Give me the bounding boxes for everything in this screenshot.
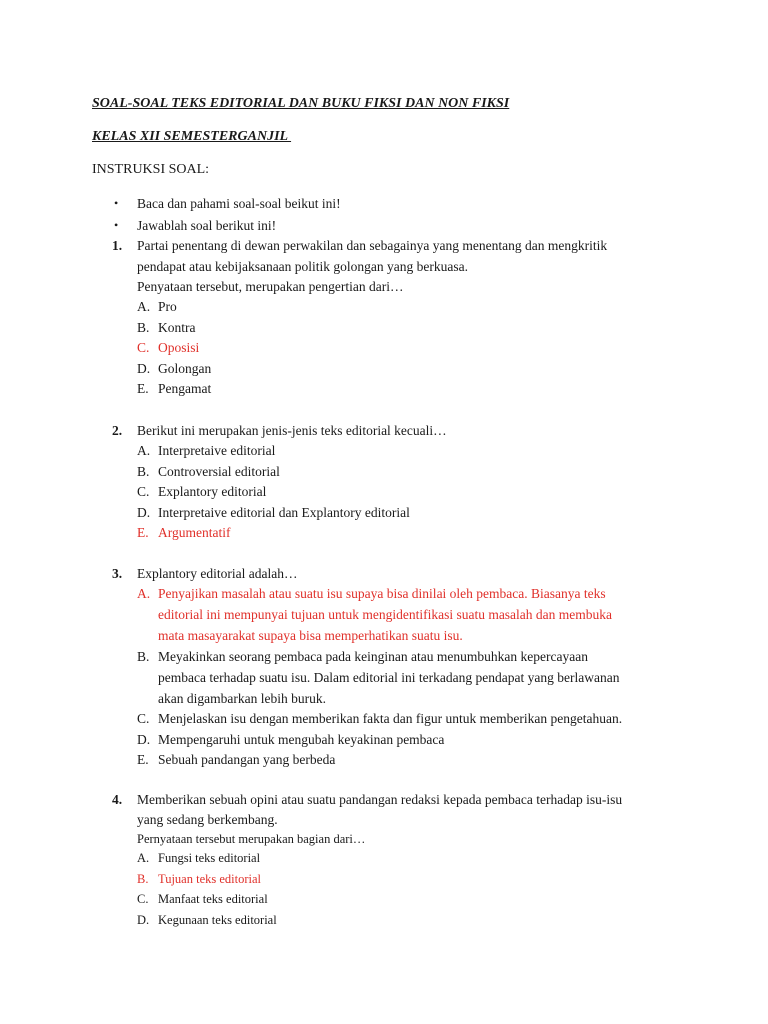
- instruction-label: INSTRUKSI SOAL:: [92, 162, 210, 177]
- question-text: pendapat atau kebijaksanaan politik golongan yang berkuasa.: [137, 259, 469, 274]
- option-letter: A.: [137, 586, 151, 601]
- option-text: Menjelaskan isu dengan memberikan fakta dan figur untuk memberikan pengetahuan.: [158, 711, 623, 726]
- option-text: akan digambarkan lebih buruk.: [158, 690, 326, 706]
- correct-option-text: mata masayarakat supaya bisa memperhatikan suatu isu.: [158, 628, 463, 643]
- option-text: Interpretaive editorial: [158, 443, 276, 458]
- question-text: Penyataan tersebut, merupakan pengertian dari…: [137, 279, 404, 294]
- option-text: Sebuah pandangan yang berbeda: [158, 752, 336, 767]
- option-letter: C.: [137, 340, 150, 355]
- option-text: Kegunaan teks editorial: [158, 912, 277, 927]
- correct-option-text: Oposisi: [158, 340, 200, 355]
- question-number: 4.: [112, 792, 123, 807]
- option-text: Explantory editorial: [158, 484, 267, 499]
- bullet-icon: •: [114, 196, 119, 210]
- question-text: Explantory editorial adalah…: [137, 566, 298, 581]
- option-letter: D.: [137, 912, 150, 927]
- option-letter: E.: [137, 381, 149, 396]
- option-letter: A.: [137, 443, 151, 458]
- option-text: Controversial editorial: [158, 463, 280, 479]
- option-text: Pengamat: [158, 381, 212, 396]
- option-text: Kontra: [158, 319, 196, 335]
- option-text: Fungsi teks editorial: [158, 851, 261, 865]
- option-letter: E.: [137, 752, 149, 767]
- option-letter: D.: [137, 731, 151, 747]
- option-text: Pro: [158, 299, 177, 314]
- option-letter: D.: [137, 360, 151, 376]
- option-letter: B.: [137, 648, 150, 664]
- option-letter: D.: [137, 504, 151, 520]
- option-letter: B.: [137, 463, 150, 479]
- question-text: Berikut ini merupakan jenis-jenis teks editorial kecuali…: [137, 423, 447, 438]
- option-letter: A.: [137, 851, 150, 865]
- document-title: SOAL-SOAL TEKS EDITORIAL DAN BUKU FIKSI DAN NON FIKSI: [92, 96, 510, 111]
- option-text: Interpretaive editorial dan Explantory editorial: [158, 504, 410, 520]
- correct-option-text: Penyajikan masalah atau suatu isu supaya bisa dinilai oleh pembaca. Biasanya teks: [158, 586, 606, 601]
- correct-option-text: Tujuan teks editorial: [158, 871, 262, 886]
- bullet-icon: •: [114, 218, 119, 232]
- option-text: Manfaat teks editorial: [158, 892, 268, 906]
- option-letter: B.: [137, 871, 149, 886]
- correct-option-text: editorial ini mempunyai tujuan untuk mengidentifikasi suatu masalah dan membuka: [158, 607, 613, 622]
- option-letter: E.: [137, 525, 149, 540]
- option-letter: B.: [137, 319, 150, 335]
- option-text: pembaca terhadap suatu isu. Dalam editorial ini terkadang pendapat yang berlawanan: [158, 669, 620, 685]
- question-text: yang sedang berkembang.: [137, 812, 278, 827]
- question-number: 2.: [112, 423, 123, 438]
- question-text: Partai penentang di dewan perwakilan dan sebagainya yang menentang dan mengkritik: [137, 238, 608, 253]
- question-number: 3.: [112, 566, 123, 581]
- option-letter: A.: [137, 299, 151, 314]
- option-letter: C.: [137, 711, 150, 726]
- option-text: Meyakinkan seorang pembaca pada keinginan atau menumbuhkan kepercayaan: [158, 648, 588, 664]
- instruction-text: Jawablah soal berikut ini!: [137, 218, 277, 233]
- option-text: Golongan: [158, 360, 212, 376]
- class-heading: KELAS XII SEMESTERGANJIL: [92, 129, 292, 144]
- question-number: 1.: [112, 238, 123, 253]
- option-letter: C.: [137, 892, 149, 906]
- question-text: Memberikan sebuah opini atau suatu pandangan redaksi kepada pembaca terhadap isu-isu: [137, 792, 623, 807]
- question-text: Pernyataan tersebut merupakan bagian dari…: [137, 832, 366, 846]
- correct-option-text: Argumentatif: [158, 525, 231, 540]
- instruction-text: Baca dan pahami soal-soal beikut ini!: [137, 196, 341, 211]
- option-letter: C.: [137, 484, 150, 499]
- option-text: Mempengaruhi untuk mengubah keyakinan pembaca: [158, 731, 445, 747]
